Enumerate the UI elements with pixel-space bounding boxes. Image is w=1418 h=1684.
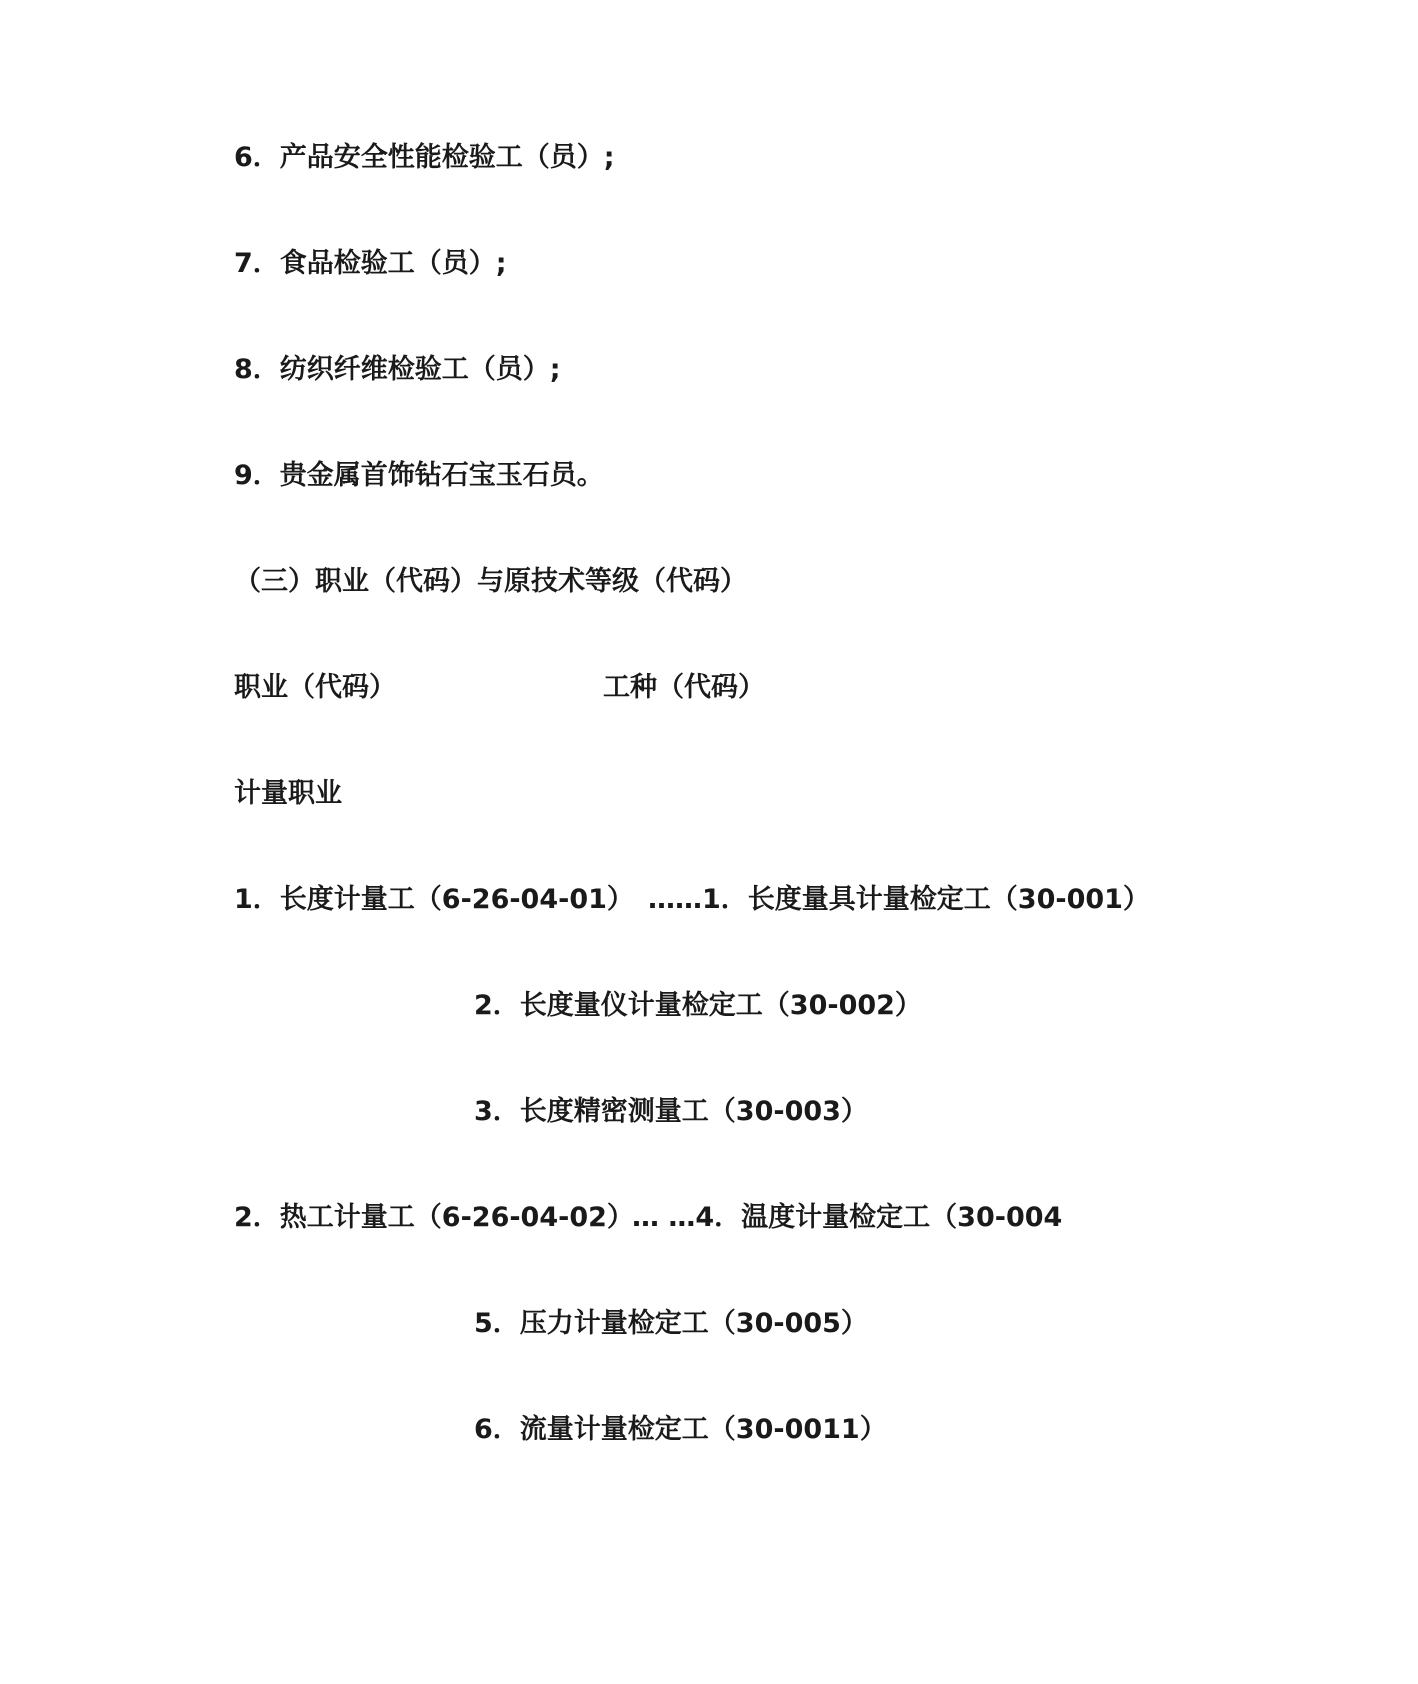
column-header-work-type: 工种（代码）: [603, 672, 765, 703]
list-item-9-precious-metal-jewelry: 9．贵金属首饰钻石宝玉石员。: [234, 460, 604, 491]
work-type-temperature-verifier: … …4．温度计量检定工（30-004: [632, 1202, 1063, 1233]
list-item-6-product-safety-inspector: 6．产品安全性能检验工（员）;: [234, 142, 615, 173]
section-heading-occupation-codes: （三）职业（代码）与原技术等级（代码）: [234, 566, 747, 597]
work-type-flow-verifier: 6．流量计量检定工（30-0011）: [474, 1414, 887, 1445]
category-heading-metrology: 计量职业: [234, 778, 342, 809]
list-item-7-food-inspector: 7．食品检验工（员）;: [234, 248, 507, 279]
occupation-thermal-metrology: 2．热工计量工（6-26-04-02）: [234, 1202, 634, 1233]
work-type-length-instrument-verifier: 2．长度量仪计量检定工（30-002）: [474, 990, 922, 1021]
list-item-8-textile-fiber-inspector: 8．纺织纤维检验工（员）;: [234, 354, 561, 385]
occupation-length-metrology: 1．长度计量工（6-26-04-01）: [234, 884, 634, 915]
work-type-length-precision-measurer: 3．长度精密测量工（30-003）: [474, 1096, 868, 1127]
work-type-pressure-verifier: 5．压力计量检定工（30-005）: [474, 1308, 868, 1339]
work-type-length-gauge-verifier: ……1．长度量具计量检定工（30-001）: [648, 884, 1150, 915]
column-header-occupation: 职业（代码）: [234, 672, 396, 703]
